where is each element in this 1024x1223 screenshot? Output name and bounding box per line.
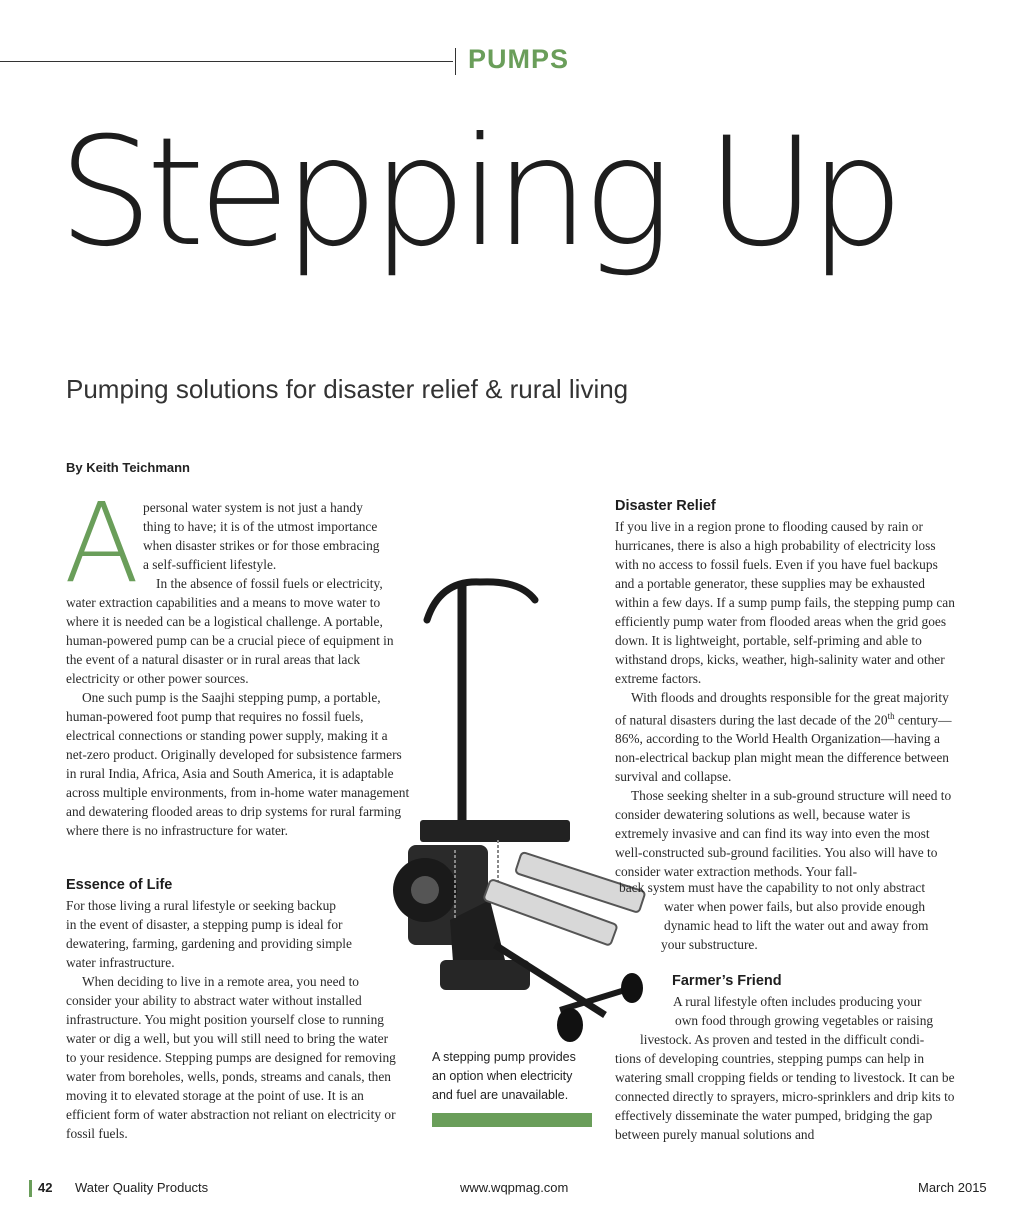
intro-line: a self-sufficient lifestyle. bbox=[143, 557, 277, 572]
section-label: PUMPS bbox=[468, 44, 570, 74]
website-url: www.wqpmag.com bbox=[460, 1180, 569, 1195]
text-line: back system must have the capability to not only abstract bbox=[619, 880, 926, 895]
image-caption: A stepping pump provides an option when electricity and fuel are unavailable. bbox=[432, 1050, 576, 1102]
left-body-1 bbox=[66, 574, 411, 840]
paragraph: In the absence of fossil fuels or electricity, water extraction capabilities and a means to move water to where it is needed can be a logistical challenge. A portable, human-powered pump can be a crucial piece of equipment in the event of a natural disaster or in rural areas that lack electricity or other power sources. bbox=[66, 576, 394, 686]
heading-essence-of-life: Essence of Life bbox=[66, 877, 173, 893]
header-rule-tick bbox=[455, 48, 456, 75]
paragraph bbox=[615, 688, 960, 786]
heading-disaster-relief: Disaster Relief bbox=[615, 498, 716, 514]
caption-accent-bar bbox=[432, 1113, 592, 1127]
text-line: water when power fails, but also provide enough bbox=[664, 899, 926, 914]
paragraph: One such pump is the Saajhi stepping pump, a portable, human-powered foot pump that requires no fossil fuels, electrical connections or standing power supply, making it a net-zero product. Originally developed for subsistence farmers in rural India, Africa, Asia and South America, it is adaptable across multiple environments, from in-home water management and dewatering flooded areas to drip systems for rural farming where there is no infrastructure for water. bbox=[66, 690, 410, 838]
right-wrap-1 bbox=[619, 878, 959, 954]
text-line: A rural lifestyle often includes producing your bbox=[673, 994, 922, 1009]
right-body-2 bbox=[615, 1049, 960, 1144]
text-line: dewatering, farming, gardening and providing simple bbox=[66, 936, 352, 951]
text-line: livestock. As proven and tested in the difficult condi- bbox=[640, 1032, 925, 1047]
intro-line: thing to have; it is of the utmost importance bbox=[143, 519, 378, 534]
superscript: th bbox=[887, 711, 895, 721]
text-line: in the event of disaster, a stepping pump is ideal for bbox=[66, 917, 343, 932]
publication-name: Water Quality Products bbox=[75, 1180, 209, 1195]
text-line: your substructure. bbox=[661, 937, 758, 952]
paragraph: If you live in a region prone to flooding caused by rain or hurricanes, there is also a high probability of electricity loss with no access to fossil fuels. Even if you have fuel backups and a portable generator, these supplies may be exhausted within a few days. If a sump pump fails, the stepping pump can efficiently pump water from flooded areas when the grid goes down. It is lightweight, portable, self-priming and able to withstand drops, kicks, weather, high-salinity water and other extreme factors. bbox=[615, 519, 955, 686]
text-run: With floods and droughts responsible for the great majority of natural disasters during the last decade of the 20 bbox=[615, 690, 949, 728]
text-run: century—86%, according to the World Health Organization—having a non-electrical backup plan might mean the difference between survival and collapse. bbox=[615, 712, 952, 785]
header-rule bbox=[0, 61, 453, 62]
article-subtitle: Pumping solutions for disaster relief & rural living bbox=[66, 374, 629, 404]
heading-farmers-friend: Farmer’s Friend bbox=[672, 973, 782, 989]
footer-accent-bar bbox=[29, 1180, 32, 1197]
text-line: own food through growing vegetables or raising bbox=[675, 1013, 934, 1028]
paragraph: Those seeking shelter in a sub-ground structure will need to consider dewatering solutions as well, because water is extremely invasive and can find its way into even the most well-constructed sub-ground facilities. You also will have to consider water extraction methods. Your fall- bbox=[615, 788, 952, 880]
paragraph: When deciding to live in a remote area, you need to consider your ability to abstract water without installed infrastructure. You might position yourself close to running water or dig a well, but you will still need to bring the water to your residence. Stepping pumps are designed for removing water from boreholes, wells, ponds, streams and canals, then moving it to elevated storage at the point of use. It is an efficient form of water abstraction not reliant on electricity or fossil fuels. bbox=[66, 974, 396, 1141]
article-title: Stepping Up bbox=[58, 106, 898, 280]
left-body-2 bbox=[66, 896, 396, 1143]
text-line: dynamic head to lift the water out and away from bbox=[664, 918, 929, 933]
byline: By Keith Teichmann bbox=[66, 460, 191, 475]
page-number: 42 bbox=[38, 1180, 53, 1195]
right-wrap-2 bbox=[640, 992, 960, 1049]
text-line: water infrastructure. bbox=[66, 955, 175, 970]
right-body-1 bbox=[615, 517, 960, 881]
text-line: For those living a rural lifestyle or seeking backup bbox=[66, 898, 336, 913]
intro-line: personal water system is not just a handy bbox=[143, 500, 363, 515]
drop-cap: A bbox=[64, 479, 140, 607]
paragraph: tions of developing countries, stepping pumps can help in watering small cropping fields or tending to livestock. It can be connected directly to sprayers, micro-sprinklers and drip kits to effectively disseminate the water pumped, bridging the gap between purely manual solutions and bbox=[615, 1051, 955, 1142]
intro-line: when disaster strikes or for those embracing bbox=[143, 538, 380, 553]
issue-date: March 2015 bbox=[918, 1180, 987, 1195]
intro-lines bbox=[143, 498, 413, 574]
